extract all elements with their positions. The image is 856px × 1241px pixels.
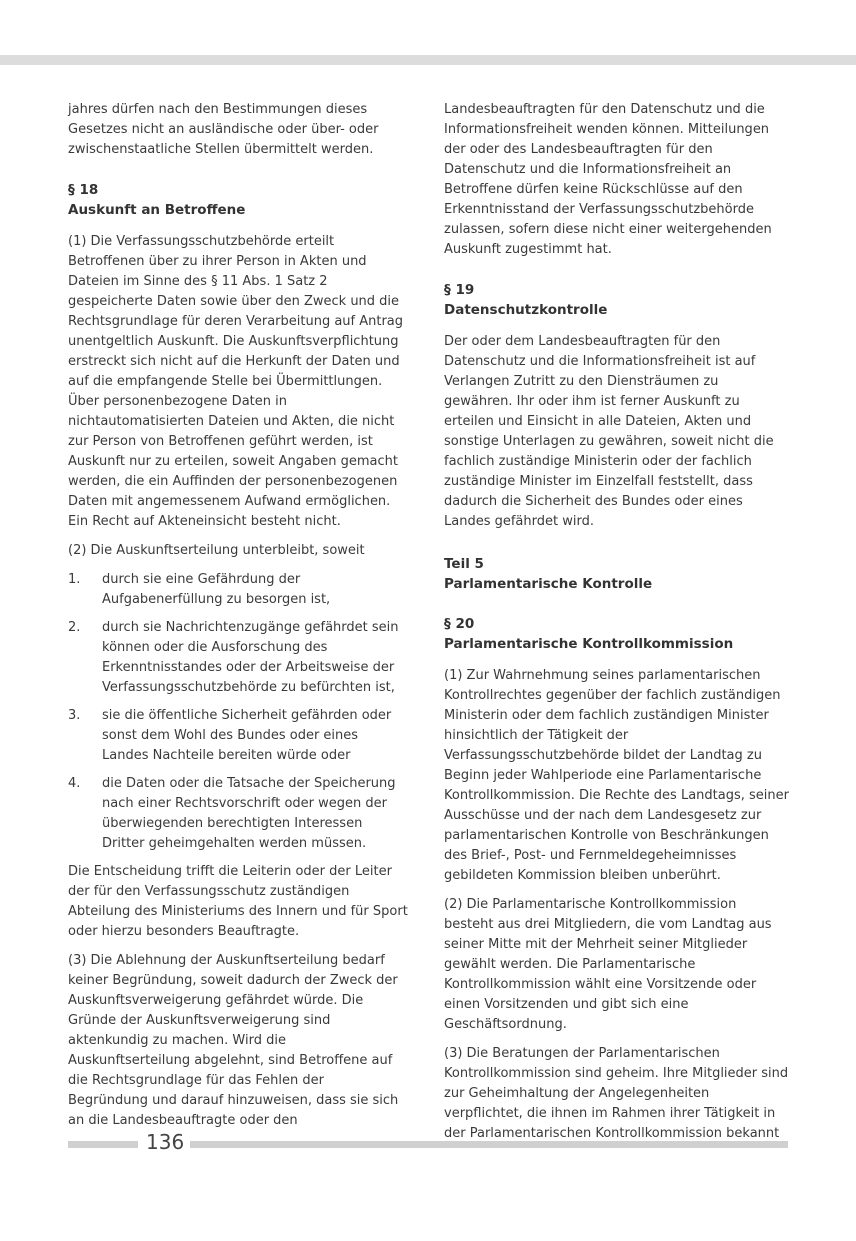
list-item-number: 4.: [68, 776, 81, 791]
section-20-para-2: (2) Die Parlamentarische Kontrollkommission besteht aus drei Mitgliedern, die vom Landtag aus seiner Mitte mit der Mehrheit seiner Mitglieder gewählt werden. Die Parlamentarische Kontrollkommission wählt eine Vorsitzende oder einen Vorsitzenden und gibt sich eine Geschäftsordnung.: [444, 897, 772, 1032]
list-item: [68, 706, 408, 766]
section-18-para-2-intro: (2) Die Auskunftserteilung unterbleibt, soweit: [68, 543, 365, 558]
list-item-text: die Daten oder die Tatsache der Speicherung nach einer Rechtsvorschrift oder wegen der überwiegenden berechtigten Interessen Dritter geheimgehalten werden müssen.: [102, 776, 396, 851]
section-20-number: § 20: [444, 616, 475, 632]
list-item-number: 2.: [68, 620, 81, 635]
section-20-para-3: (3) Die Beratungen der Parlamentarischen Kontrollkommission sind geheim. Ihre Mitglieder sind zur Geheimhaltung der Angelegenheiten verpflichtet, die ihnen im Rahmen ihrer Tätigkeit in der Parlamentarischen Kontrollkommission bekannt: [444, 1046, 789, 1141]
section-18-number: § 18: [68, 182, 99, 198]
intro-paragraph: jahres dürfen nach den Bestimmungen dieses Gesetzes nicht an ausländische oder über- oder zwischenstaatliche Stellen übermittelt werden.: [68, 102, 379, 157]
right-column: [444, 100, 789, 1153]
list-item-number: 3.: [68, 708, 81, 723]
section-19-title: Datenschutzkontrolle: [444, 302, 608, 318]
footer-right-rule: [190, 1141, 788, 1148]
section-18-para-1: (1) Die Verfassungsschutzbehörde erteilt Betroffenen über zu ihrer Person in Akten und Dateien im Sinne des § 11 Abs. 1 Satz 2 gespeicherte Daten sowie über den Zweck und die Rechtsgrundlage für deren Verarbeitung auf Antrag unentgeltlich Auskunft. Die Auskunftsverpflichtung erstreckt sich nicht auf die Herkunft der Daten und auf die empfangende Stelle bei Übermittlungen. Über personenbezogene Daten in nichtautomatisierten Dateien und Akten, die nicht zur Person von Betroffenen geführt werden, ist Auskunft nur zu erteilen, soweit Angaben gemacht werden, die ein Auffinden der personenbezogenen Daten mit angemessenem Aufwand ermöglichen. Ein Recht auf Akteneinsicht besteht nicht.: [68, 234, 404, 529]
list-item-text: durch sie eine Gefährdung der Aufgabenerfüllung zu besorgen ist,: [102, 572, 331, 607]
part-5-title: Parlamentarische Kontrolle: [444, 576, 653, 592]
list-item: [68, 774, 408, 854]
section-18-decision: Die Entscheidung trifft die Leiterin oder der Leiter der für den Verfassungsschutz zuständigen Abteilung des Ministeriums des Innern und für Sport oder hierzu besonders Beauftragte.: [68, 864, 408, 939]
section-18-item-list: [68, 570, 408, 854]
footer-left-rule: [68, 1141, 138, 1148]
list-item-number: 1.: [68, 572, 81, 587]
part-5-label: Teil 5: [444, 556, 484, 572]
list-item: [68, 570, 408, 610]
header-rule: [0, 55, 856, 65]
continuation-paragraph: Landesbeauftragten für den Datenschutz und die Informationsfreiheit wenden können. Mitteilungen der oder des Landesbeauftragten für den Datenschutz und die Informationsfreiheit an Betroffene dürfen keine Rückschlüsse auf den Erkenntnisstand der Verfassungsschutzbehörde zulassen, sofern diese nicht einer weitergehenden Auskunft zugestimmt hat.: [444, 102, 772, 257]
section-18-title: Auskunft an Betroffene: [68, 202, 246, 218]
page-number: 136: [146, 1130, 185, 1154]
section-20-para-1: (1) Zur Wahrnehmung seines parlamentarischen Kontrollrechtes gegenüber der fachlich zuständigen Ministerin oder dem fachlich zuständigen Minister hinsichtlich der Tätigkeit der Verfassungsschutzbehörde bildet der Landtag zu Beginn jeder Wahlperiode eine Parlamentarische Kontrollkommission. Die Rechte des Landtags, seiner Ausschüsse und der nach dem Landesgesetz zur parlamentarischen Kontrolle von Beschränkungen des Brief-, Post- und Fernmeldegeheimnisses gebildeten Kommission bleiben unberührt.: [444, 668, 789, 883]
list-item-text: durch sie Nachrichtenzugänge gefährdet sein können oder die Ausforschung des Erkenntnisstandes oder der Arbeitsweise der Verfassungsschutzbehörde zu befürchten ist,: [102, 620, 399, 695]
section-19-text: Der oder dem Landesbeauftragten für den Datenschutz und die Informationsfreiheit ist auf Verlangen Zutritt zu den Diensträumen zu gewähren. Ihr oder ihm ist ferner Auskunft zu erteilen und Einsicht in alle Dateien, Akten und sonstige Unterlagen zu gewähren, soweit nicht die fachlich zuständige Ministerin oder der fachlich zuständige Minister im Einzelfall feststellt, dass dadurch die Sicherheit des Bundes oder eines Landes gefährdet wird.: [444, 334, 774, 529]
section-20-title: Parlamentarische Kontrollkommission: [444, 636, 734, 652]
section-18-para-3: (3) Die Ablehnung der Auskunftserteilung bedarf keiner Begründung, soweit dadurch der Zweck der Auskunftsverweigerung gefährdet würde. Die Gründe der Auskunftsverweigerung sind aktenkundig zu machen. Wird die Auskunftserteilung abgelehnt, sind Betroffene auf die Rechtsgrundlage für das Fehlen der Begründung und darauf hinzuweisen, dass sie sich an die Landesbeauftragte oder den: [68, 953, 399, 1128]
list-item: [68, 618, 408, 698]
list-item-text: sie die öffentliche Sicherheit gefährden oder sonst dem Wohl des Bundes oder eines Landes Nachteile bereiten würde oder: [102, 708, 392, 763]
section-19-number: § 19: [444, 282, 475, 298]
left-column: [68, 100, 408, 1140]
